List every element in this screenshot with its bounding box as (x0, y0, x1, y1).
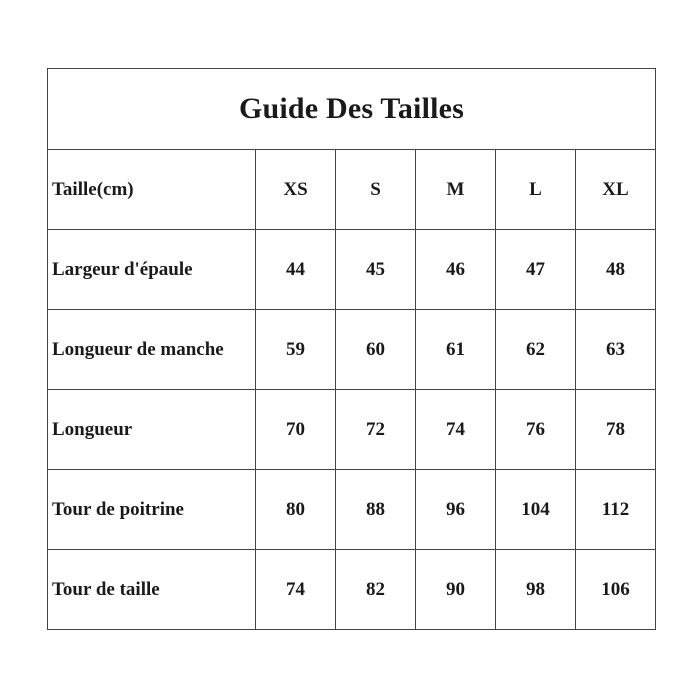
table-cell: 112 (576, 470, 656, 550)
table-title: Guide Des Tailles (48, 69, 656, 150)
table-cell: 61 (416, 310, 496, 390)
table-cell: 59 (256, 310, 336, 390)
row-label: Tour de poitrine (48, 470, 256, 550)
table-cell: 74 (416, 390, 496, 470)
table-cell: 98 (496, 550, 576, 630)
table-cell: 62 (496, 310, 576, 390)
row-label: Longueur de manche (48, 310, 256, 390)
table-cell: 48 (576, 230, 656, 310)
table-cell: 44 (256, 230, 336, 310)
row-label: Longueur (48, 390, 256, 470)
size-header-s: S (336, 150, 416, 230)
table-cell: 104 (496, 470, 576, 550)
table-cell: 88 (336, 470, 416, 550)
table-cell: 82 (336, 550, 416, 630)
size-header-l: L (496, 150, 576, 230)
table-cell: 106 (576, 550, 656, 630)
row-label: Largeur d'épaule (48, 230, 256, 310)
table-cell: 96 (416, 470, 496, 550)
table-cell: 78 (576, 390, 656, 470)
header-label: Taille(cm) (48, 150, 256, 230)
size-header-xs: XS (256, 150, 336, 230)
table-row (48, 470, 656, 550)
table-cell: 72 (336, 390, 416, 470)
table-cell: 76 (496, 390, 576, 470)
size-header-m: M (416, 150, 496, 230)
header-row (48, 150, 656, 230)
table-cell: 45 (336, 230, 416, 310)
table-cell: 60 (336, 310, 416, 390)
table-cell: 70 (256, 390, 336, 470)
table-cell: 74 (256, 550, 336, 630)
row-label: Tour de taille (48, 550, 256, 630)
title-row (48, 69, 656, 150)
size-header-xl: XL (576, 150, 656, 230)
table-row (48, 230, 656, 310)
table-row (48, 550, 656, 630)
table-cell: 63 (576, 310, 656, 390)
table-cell: 47 (496, 230, 576, 310)
table-cell: 80 (256, 470, 336, 550)
table-row (48, 310, 656, 390)
size-guide-table (47, 68, 656, 630)
table-row (48, 390, 656, 470)
table-cell: 90 (416, 550, 496, 630)
table-cell: 46 (416, 230, 496, 310)
